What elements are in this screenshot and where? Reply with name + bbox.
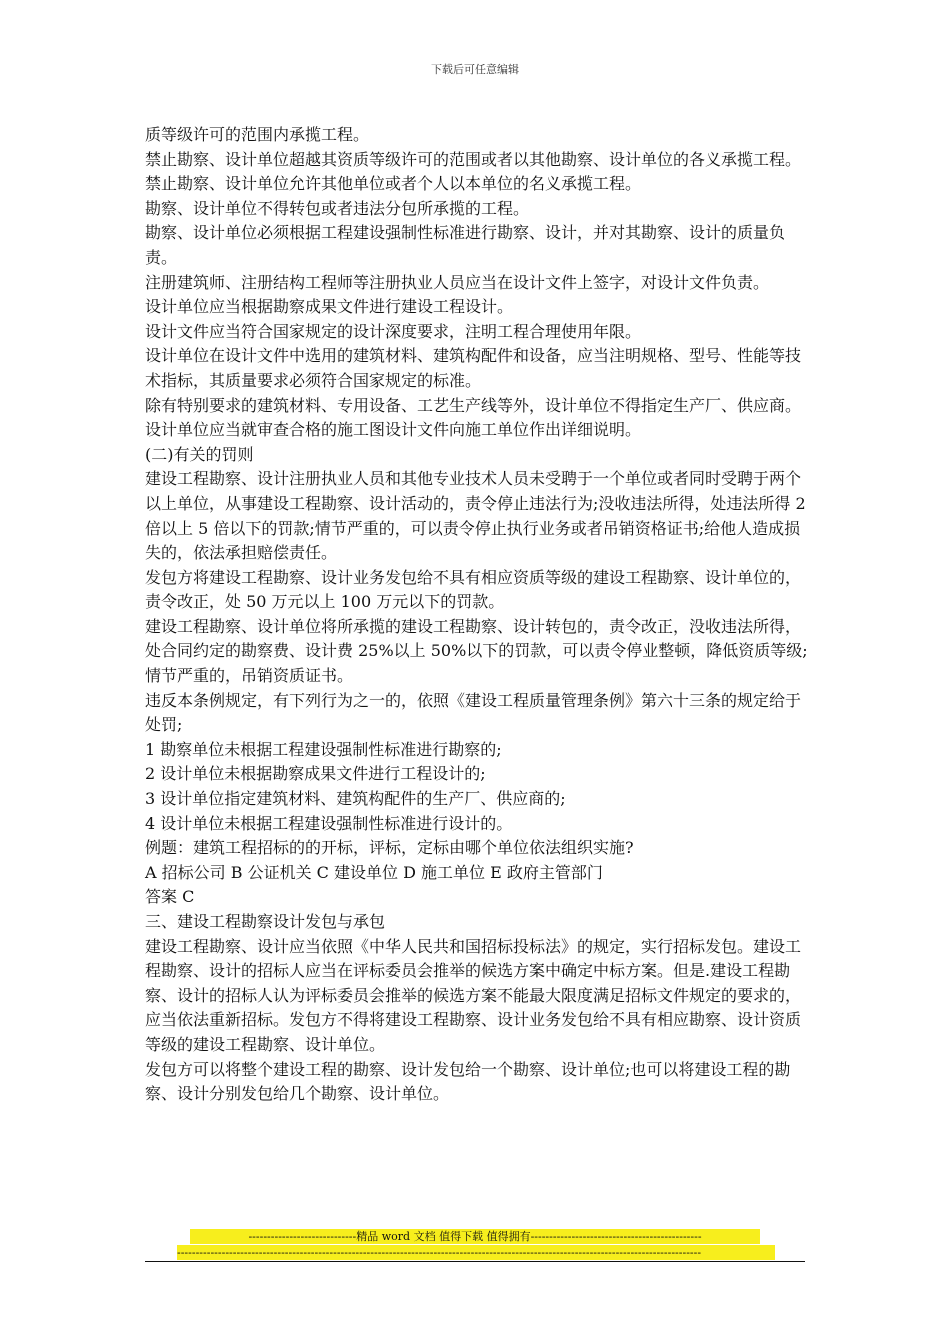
paragraph: 禁止勘察、设计单位超越其资质等级许可的范围或者以其他勘察、设计单位的各义承揽工程。禁止勘察、设计单位允许其他单位或者个人以本单位的名义承揽工程。 (145, 149, 802, 194)
paragraph: 除有特别要求的建筑材料、专用设备、工艺生产线等外，设计单位不得指定生产厂、供应商。 (145, 395, 802, 415)
footer-banner-line1: -----------------------------精品 word 文档 值得下载 值得拥有---------------------------------------------- (190, 1229, 760, 1244)
paragraph: 勘察、设计单位必须根据工程建设强制性标准进行勘察、设计，并对其勘察、设计的质量负责。 (145, 223, 786, 267)
example-answer: 答案 C (145, 887, 195, 907)
paragraph: 设计单位在设计文件中选用的建筑材料、建筑构配件和设备，应当注明规格、型号、性能等技术指标，其质量要求必须符合国家规定的标准。 (145, 346, 802, 390)
page-header-note: 下载后可任意编辑 (431, 63, 519, 76)
list-item: 4 设计单位未根据工程建设强制性标准进行设计的。 (145, 813, 513, 833)
section-heading: (二)有关的罚则 (145, 444, 254, 464)
paragraph: 设计单位应当就审查合格的施工图设计文件向施工单位作出详细说明。 (145, 420, 642, 440)
paragraph: 违反本条例规定，有下列行为之一的，依照《建设工程质量管理条例》第六十三条的规定给于处罚; (145, 690, 802, 735)
footer-divider (145, 1261, 805, 1262)
paragraph: 发包方将建设工程勘察、设计业务发包给不具有相应资质等级的建设工程勘察、设计单位的，责令改正，处 50 万元以上 100 万元以下的罚款。 (145, 567, 802, 612)
paragraph: 建设工程勘察、设计应当依照《中华人民共和国招标投标法》的规定，实行招标发包。建设工程勘察、设计的招标人应当在评标委员会推举的候选方案中确定中标方案。但是.建设工程勘察、设计的招标人认为评标委员会推举的候选方案不能最大限度满足招标文件规定的要求的，应当依法重新招标。发包方不得将建设工程勘察、设计业务发包给不具有相应勘察、设计资质等级的建设工程勘察、设计单位。 (145, 936, 802, 1054)
paragraph: 质等级许可的范围内承揽工程。 (145, 125, 370, 144)
list-item: 1 勘察单位未根据工程建设强制性标准进行勘察的; (145, 739, 502, 759)
example-question: 例题：建筑工程招标的的开标，评标，定标由哪个单位依法组织实施? (145, 838, 634, 858)
paragraph: 设计文件应当符合国家规定的设计深度要求，注明工程合理使用年限。 (145, 321, 642, 341)
example-options: A 招标公司 B 公证机关 C 建设单位 D 施工单位 E 政府主管部门 (145, 862, 603, 882)
document-body (145, 123, 810, 1107)
paragraph: 注册建筑师、注册结构工程师等注册执业人员应当在设计文件上签字，对设计文件负责。 (145, 272, 770, 292)
paragraph: 勘察、设计单位不得转包或者违法分包所承揽的工程。 (145, 198, 530, 218)
paragraph: 建设工程勘察、设计单位将所承揽的建设工程勘察、设计转包的，责令改正，没收违法所得，处合同约定的勘察费、设计费 25%以上 50%以下的罚款，可以责令停业整顿，降低资质等级;情节严重的，吊销资质证书。 (145, 616, 808, 686)
footer-banner-line2: --------------------------------------------------------------------------------------------------------------------------------------------- (177, 1245, 775, 1260)
section-heading: 三、建设工程勘察设计发包与承包 (145, 912, 386, 931)
paragraph: 建设工程勘察、设计注册执业人员和其他专业技术人员未受聘于一个单位或者同时受聘于两个以上单位，从事建设工程勘察、设计活动的，责令停止违法行为;没收违法所得，处违法所得 2 倍以上 5 倍以下的罚款;情节严重的，可以责令停止执行业务或者吊销资格证书;给他人造成损失的，依法承担赔偿责任。 (145, 469, 806, 563)
list-item: 3 设计单位指定建筑材料、建筑构配件的生产厂、供应商的; (145, 789, 566, 809)
paragraph: 设计单位应当根据勘察成果文件进行建设工程设计。 (145, 297, 514, 317)
list-item: 2 设计单位未根据勘察成果文件进行工程设计的; (145, 764, 486, 784)
paragraph: 发包方可以将整个建设工程的勘察、设计发包给一个勘察、设计单位;也可以将建设工程的勘察、设计分别发包给几个勘察、设计单位。 (145, 1059, 791, 1104)
